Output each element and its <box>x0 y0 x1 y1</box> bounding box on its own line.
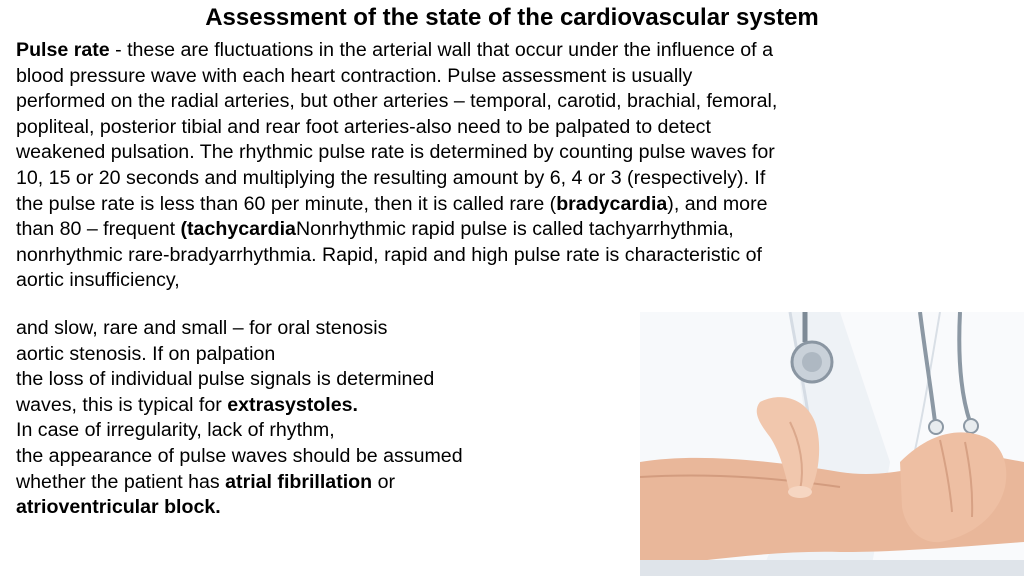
text-line: nonrhythmic rare-bradyarrhythmia. Rapid, rapid and high pulse rate is characteristic of <box>16 243 762 266</box>
pulse-check-photo <box>640 312 1024 576</box>
text-fragment: ), and more <box>667 192 768 215</box>
palpation-paragraph <box>16 316 636 521</box>
text-line <box>16 495 636 521</box>
pulse-rate-paragraph <box>16 38 1016 294</box>
text-line <box>16 192 1016 218</box>
term-tachycardia: (tachycardia <box>180 218 296 241</box>
text-line: weakened pulsation. The rhythmic pulse rate is determined by counting pulse waves for <box>16 141 775 164</box>
text-line: aortic insufficiency, <box>16 269 180 292</box>
text-line <box>16 470 636 496</box>
text-line <box>16 393 636 419</box>
term-pulse-rate: Pulse rate <box>16 39 110 61</box>
term-av-block: atrioventricular block. <box>16 496 221 519</box>
text-line: popliteal, posterior tibial and rear foot arteries-also need to be palpated to detect <box>16 115 711 138</box>
text-line: blood pressure wave with each heart contraction. Pulse assessment is usually <box>16 64 693 87</box>
text-line: performed on the radial arteries, but other arteries – temporal, carotid, brachial, femoral, <box>16 90 778 113</box>
text-fragment: waves, this is typical for <box>16 393 228 416</box>
text-fragment: the pulse rate is less than 60 per minute, then it is called rare ( <box>16 192 557 215</box>
text-fragment: Nonrhythmic rapid pulse is called tachyarrhythmia, <box>295 218 734 241</box>
text-line: the loss of individual pulse signals is determined <box>16 368 435 391</box>
text-fragment: than 80 – frequent <box>16 218 181 241</box>
term-bradycardia: bradycardia <box>556 192 668 215</box>
text-line: and slow, rare and small – for oral stenosis <box>16 317 388 339</box>
term-atrial-fibrillation: atrial fibrillation <box>225 470 373 493</box>
text-fragment: whether the patient has <box>16 470 226 493</box>
text-line <box>16 38 1016 64</box>
text-line: the appearance of pulse waves should be assumed <box>16 444 463 467</box>
text-line: aortic stenosis. If on palpation <box>16 342 276 365</box>
text-line: 10, 15 or 20 seconds and multiplying the resulting amount by 6, 4 or 3 (respectively). If <box>16 166 766 189</box>
text-line: In case of irregularity, lack of rhythm, <box>16 419 335 442</box>
doctor-taking-pulse-illustration <box>640 312 1024 576</box>
slide-title: Assessment of the state of the cardiovascular system <box>205 4 819 31</box>
term-extrasystoles: extrasystoles. <box>227 393 358 416</box>
text-line <box>16 217 1016 243</box>
text-fragment: - these are fluctuations in the arterial wall that occur under the influence of a <box>109 39 773 61</box>
text-fragment: or <box>372 470 395 493</box>
